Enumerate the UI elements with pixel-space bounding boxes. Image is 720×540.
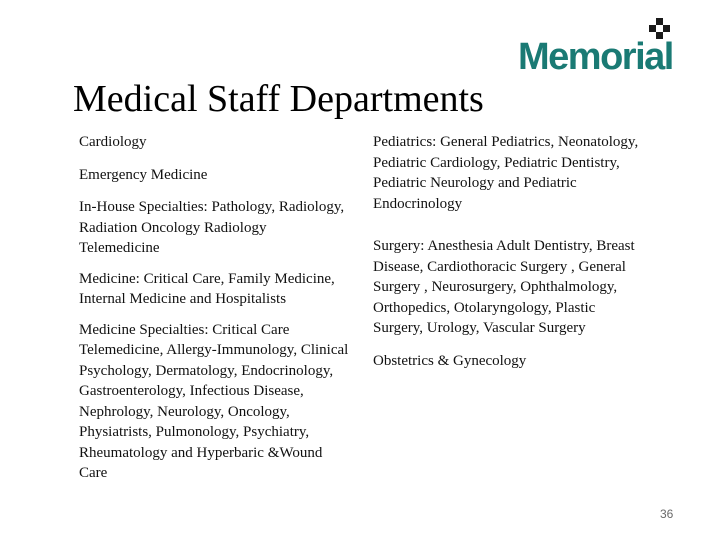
department-name: Pediatrics: [373, 134, 437, 150]
department-item [79, 269, 349, 310]
department-details: Anesthesia Adult Dentistry, Breast Disease, Cardiothoracic Surgery , General Surgery , Neurosurgery, Ophthalmology, Orthopedics, Otolaryngology, Plastic Surgery, Urology, Vascular Surgery [373, 238, 635, 336]
department-item [79, 132, 349, 153]
department-name: Medicine Specialties: [79, 321, 209, 338]
department-details: Pathology, Radiology, Radiation Oncology Radiology Telemedicine [79, 199, 345, 256]
page-title: Medical Staff Departments [73, 78, 484, 120]
department-name: In-House Specialties: [79, 199, 208, 215]
department-name: Obstetrics & Gynecology [373, 352, 527, 369]
right-column [373, 132, 643, 381]
department-item [373, 132, 643, 214]
department-item [79, 197, 349, 259]
department-item [79, 320, 349, 484]
page-number: 36 [660, 507, 674, 521]
memorial-logo [518, 14, 690, 76]
department-name: Cardiology [79, 134, 147, 150]
department-details: General Pediatrics, Neonatology, Pediatric Cardiology, Pediatric Dentistry, Pediatric Neurology and Pediatric Endocrinology [373, 134, 639, 212]
department-details: Critical Care, Family Medicine, Internal Medicine and Hospitalists [79, 270, 335, 307]
department-name: Surgery: [373, 238, 425, 254]
logo-text: Memorial [518, 36, 673, 78]
department-item [373, 351, 643, 372]
department-item [79, 165, 349, 186]
left-column [79, 132, 349, 494]
department-name: Emergency Medicine [79, 166, 208, 183]
department-item [373, 236, 643, 339]
department-name: Medicine: [79, 270, 140, 287]
department-details: Critical Care Telemedicine, Allergy-Immunology, Clinical Psychology, Dermatology, Endocrinology, Gastroenterology, Infectious Disease, Nephrology, Neurology, Oncology, Physiatrists, Pulmonology, Psychiatry, Rheumatology and Hyperbaric &Wound Care [79, 321, 349, 481]
